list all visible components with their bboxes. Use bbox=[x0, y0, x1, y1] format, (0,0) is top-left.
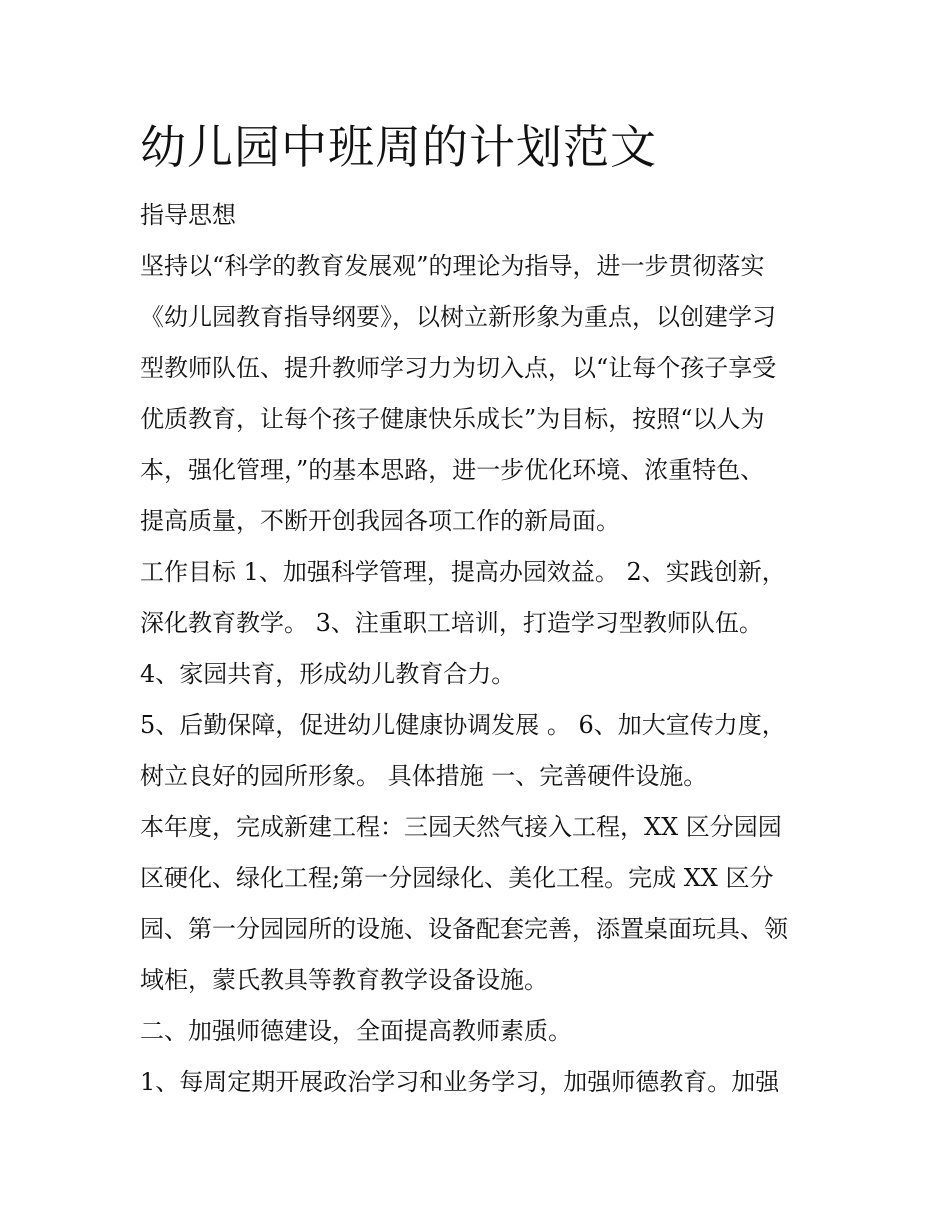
body-line: 《幼儿园教育指导纲要》，以树立新形象为重点，以创建学习 bbox=[140, 303, 776, 331]
body-line: 园、第一分园园所的设施、设备配套完善，添置桌面玩具、领 bbox=[140, 915, 788, 943]
body-line: 指导思想 bbox=[140, 201, 236, 229]
body-line: 提高质量，不断开创我园各项工作的新局面。 bbox=[140, 507, 620, 535]
body-line: 工作目标 1、加强科学管理，提高办园效益。 2、实践创新， bbox=[140, 558, 786, 586]
document-page bbox=[140, 108, 820, 1108]
body-line: 优质教育，让每个孩子健康快乐成长”为目标，按照“以人为 bbox=[140, 405, 765, 433]
body-line: 域柜，蒙氏教具等教育教学设备设施。 bbox=[140, 966, 548, 994]
body-line: 区硬化、绿化工程;第一分园绿化、美化工程。完成 XX 区分 bbox=[140, 864, 774, 892]
body-line: 本年度，完成新建工程：三园天然气接入工程，XX 区分园园 bbox=[140, 813, 782, 841]
body-line: 5、后勤保障，促进幼儿健康协调发展 。 6、加大宣传力度， bbox=[140, 711, 786, 739]
body-line: 坚持以“科学的教育发展观”的理论为指导，进一步贯彻落实 bbox=[140, 252, 765, 280]
body-line: 型教师队伍、提升教师学习力为切入点，以“让每个孩子享受 bbox=[140, 354, 777, 382]
body-line: 深化教育教学。 3、注重职工培训，打造学习型教师队伍。 bbox=[140, 609, 763, 637]
body-line: 本，强化管理，”的基本思路，进一步优化环境、浓重特色、 bbox=[140, 456, 765, 484]
body-line: 1、每周定期开展政治学习和业务学习，加强师德教育。加强 bbox=[140, 1068, 780, 1096]
page-title: 幼儿园中班周的计划范文 bbox=[140, 120, 657, 174]
body-line: 树立良好的园所形象。 具体措施 一、完善硬件设施。 bbox=[140, 762, 708, 790]
body-line: 二、加强师德建设，全面提高教师素质。 bbox=[140, 1017, 572, 1045]
document-body bbox=[140, 190, 820, 1108]
body-line: 4、家园共育，形成幼儿教育合力。 bbox=[140, 660, 516, 688]
